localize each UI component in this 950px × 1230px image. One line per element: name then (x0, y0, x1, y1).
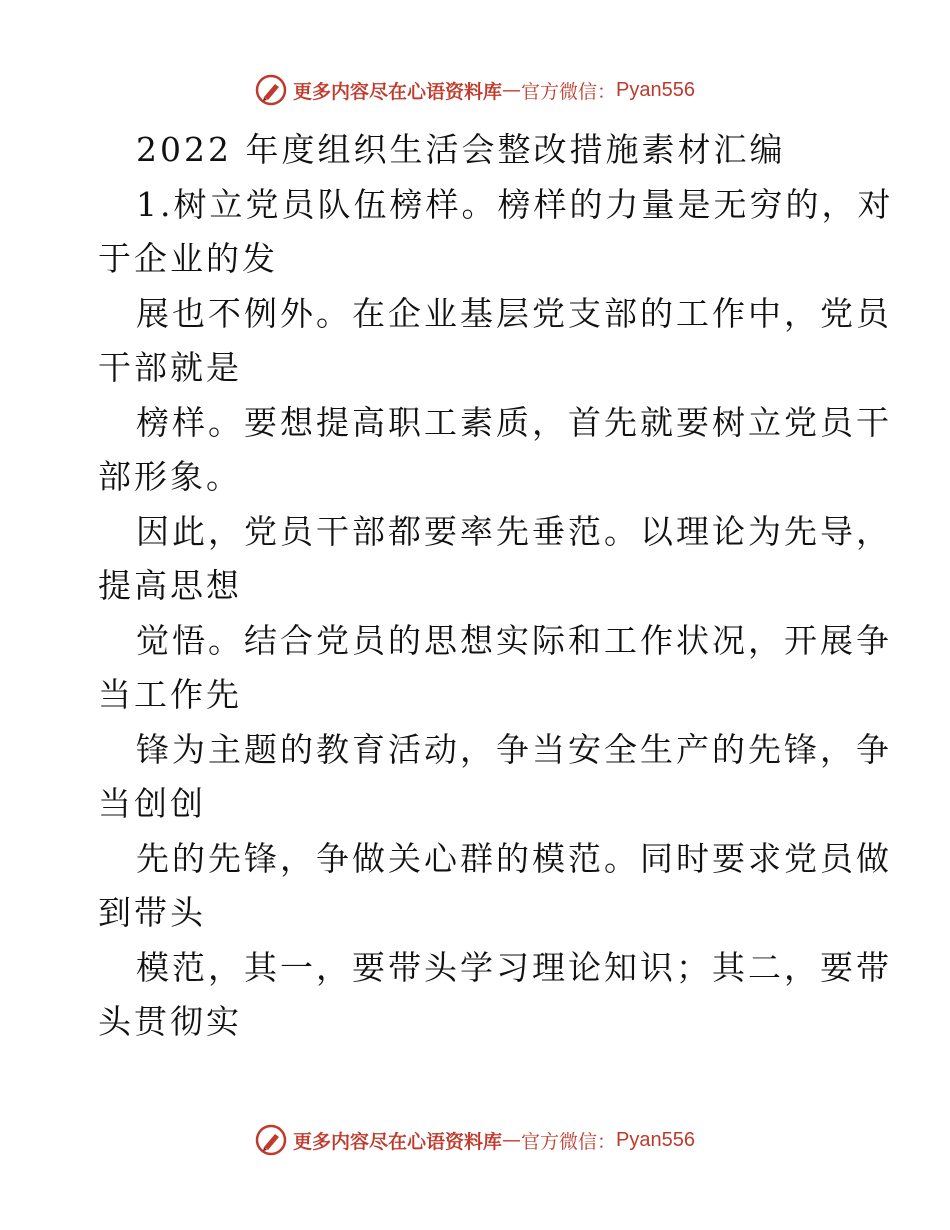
footer-watermark (0, 1120, 950, 1160)
text-line: 干部就是 (98, 348, 242, 387)
text-line: 当工作先 (98, 675, 242, 714)
text-line: 当创创 (98, 784, 206, 823)
document-title: 2022 年度组织生活会整改措施素材汇编 (136, 130, 786, 169)
text-line: 模范，其一，要带头学习理论知识；其二，要带 (136, 947, 892, 987)
text-line: 觉悟。结合党员的思想实际和工作状况，开展争 (136, 620, 892, 660)
text-line: 榜样。要想提高职工素质，首先就要树立党员干 (136, 402, 892, 442)
text-line: 锋为主题的教育活动，争当安全生产的先锋，争 (136, 729, 892, 769)
text-line: 提高思想 (98, 566, 242, 605)
header-wechat-id: Pyan556 (616, 78, 695, 101)
footer-wechat-id: Pyan556 (616, 1128, 695, 1151)
footer-wechat-label: 官方微信： (521, 1130, 617, 1153)
header-dash: — (502, 79, 522, 101)
header-brand-text: 更多内容尽在心语资料库 (293, 80, 503, 103)
header-watermark (0, 70, 950, 110)
pen-logo-icon (255, 1124, 287, 1156)
text-line: 因此，党员干部都要率先垂范。以理论为先导， (136, 511, 892, 551)
pen-logo-icon (255, 74, 287, 106)
header-wechat-label: 官方微信： (521, 80, 617, 103)
footer-brand-text: 更多内容尽在心语资料库 (293, 1130, 503, 1153)
text-line: 展也不例外。在企业基层党支部的工作中，党员 (136, 293, 892, 333)
text-line: 头贯彻实 (98, 1002, 242, 1041)
text-line: 部形象。 (98, 457, 242, 496)
document-body (98, 123, 894, 1050)
footer-dash: — (502, 1129, 522, 1151)
text-line: 先的先锋，争做关心群的模范。同时要求党员做 (136, 838, 892, 878)
text-line: 于企业的发 (98, 239, 278, 278)
text-line: 1.树立党员队伍榜样。榜样的力量是无穷的，对 (136, 184, 894, 224)
text-line: 到带头 (98, 893, 206, 932)
